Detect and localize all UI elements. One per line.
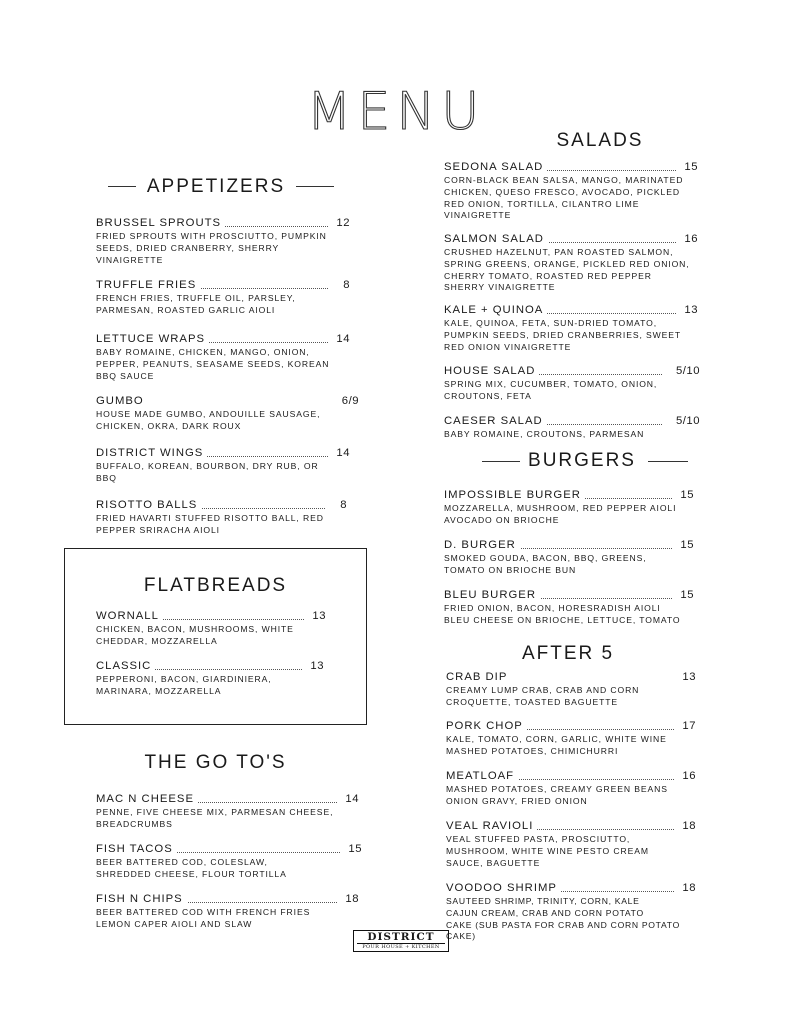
item-name: SEDONA SALAD	[444, 160, 547, 174]
menu-item-voodoo-shrimp	[446, 881, 696, 943]
item-description: MOZZARELLA, MUSHROOM, RED PEPPER AIOLI AVOCADO ON BRIOCHE	[444, 503, 677, 525]
district-logo	[353, 930, 449, 952]
item-name: SALMON SALAD	[444, 232, 548, 246]
menu-item-house-salad	[444, 364, 700, 403]
item-description: SAUTEED SHRIMP, TRINITY, CORN, KALE CAJUN CREAM, CRAB AND CORN POTATO CAKE (SUB PASTA FOR CRAB AND CORN POTATO CAKE)	[446, 896, 680, 942]
item-price: 15	[680, 160, 698, 174]
item-name: VEAL RAVIOLI	[446, 819, 537, 833]
menu-item-fish-tacos	[96, 842, 362, 881]
item-price: 18	[678, 819, 696, 833]
item-price: 15	[676, 488, 694, 502]
item-description: BABY ROMAINE, CHICKEN, MANGO, ONION, PEPPER, PEANUTS, SEASAME SEEDS, KOREAN BBQ SAUCE	[96, 347, 330, 381]
item-name: CRAB DIP	[446, 670, 511, 684]
appetizers-heading: APPETIZERS	[146, 176, 286, 197]
item-name: RISOTTO BALLS	[96, 498, 201, 512]
item-name: MEATLOAF	[446, 769, 518, 783]
item-description: PENNE, FIVE CHEESE MIX, PARMESAN CHEESE, BREADCRUMBS	[96, 807, 334, 829]
item-name: WORNALL	[96, 609, 163, 623]
menu-item-meatloaf	[446, 769, 696, 808]
menu-item-sedona-salad	[444, 160, 698, 222]
item-description: BEER BATTERED COD, COLESLAW, SHREDDED CHEESE, FLOUR TORTILLA	[96, 857, 287, 879]
item-description: SPRING MIX, CUCUMBER, TOMATO, ONION, CROUTONS, FETA	[444, 379, 658, 401]
item-description: CRUSHED HAZELNUT, PAN ROASTED SALMON, SPRING GREENS, ORANGE, PICKLED RED ONION, CHERRY TOMATO, ROASTED RED PEPPER SHERRY VINAIGRETTE	[444, 247, 690, 293]
logo-tagline: POUR HOUSE + KITCHEN	[357, 943, 445, 951]
item-price: 15	[676, 538, 694, 552]
item-name: IMPOSSIBLE BURGER	[444, 488, 585, 502]
item-description: PEPPERONI, BACON, GIARDINIERA, MARINARA, MOZZARELLA	[96, 674, 272, 696]
item-price: 14	[332, 332, 350, 346]
item-price: 18	[678, 881, 696, 895]
menu-item-crab-dip	[446, 670, 696, 709]
menu-item-classic	[96, 659, 324, 698]
item-price: 15	[344, 842, 362, 856]
item-price: 8	[336, 498, 347, 512]
item-price: 5/10	[672, 364, 700, 378]
item-price: 14	[332, 446, 350, 460]
menu-item-district-wings	[96, 446, 350, 485]
item-name: HOUSE SALAD	[444, 364, 539, 378]
item-name: PORK CHOP	[446, 719, 527, 733]
item-description: SMOKED GOUDA, BACON, BBQ, GREENS, TOMATO ON BRIOCHE BUN	[444, 553, 647, 575]
after5-heading: AFTER 5	[521, 643, 615, 664]
item-price: 16	[678, 769, 696, 783]
item-price: 13	[680, 303, 698, 317]
item-price: 17	[678, 719, 696, 733]
item-description: CREAMY LUMP CRAB, CRAB AND CORN CROQUETTE, TOASTED BAGUETTE	[446, 685, 640, 707]
menu-item-brussel-sprouts	[96, 216, 350, 266]
menu-item-caeser-salad	[444, 414, 700, 441]
item-price: 16	[680, 232, 698, 246]
menu-item-salmon-salad	[444, 232, 698, 294]
item-description: VEAL STUFFED PASTA, PROSCIUTTO, MUSHROOM, WHITE WINE PESTO CREAM SAUCE, BAGUETTE	[446, 834, 649, 868]
item-name: FISH N CHIPS	[96, 892, 187, 906]
salads-heading: SALADS	[556, 130, 644, 151]
item-name: MAC N CHEESE	[96, 792, 198, 806]
item-description: BEER BATTERED COD WITH FRENCH FRIES LEMON CAPER AIOLI AND SLAW	[96, 907, 311, 929]
burgers-rule-right	[648, 461, 688, 462]
item-price: 13	[308, 609, 326, 623]
menu-item-fish-n-chips	[96, 892, 359, 931]
item-description: BUFFALO, KOREAN, BOURBON, DRY RUB, OR BBQ	[96, 461, 319, 483]
logo-wordmark: DISTRICT	[367, 931, 435, 943]
item-price: 15	[676, 588, 694, 602]
menu-item-lettuce-wraps	[96, 332, 350, 382]
appetizers-rule-right	[296, 186, 334, 187]
item-price: 5/10	[672, 414, 700, 428]
item-name: LETTUCE WRAPS	[96, 332, 209, 346]
item-name: CLASSIC	[96, 659, 155, 673]
item-name: BLEU BURGER	[444, 588, 540, 602]
item-price: 8	[339, 278, 350, 292]
menu-item-pork-chop	[446, 719, 696, 758]
item-description: FRENCH FRIES, TRUFFLE OIL, PARSLEY, PARMESAN, ROASTED GARLIC AIOLI	[96, 293, 296, 315]
item-name: D. BURGER	[444, 538, 520, 552]
item-name: CAESER SALAD	[444, 414, 547, 428]
item-name: KALE + QUINOA	[444, 303, 547, 317]
item-description: HOUSE MADE GUMBO, ANDOUILLE SAUSAGE, CHICKEN, OKRA, DARK ROUX	[96, 409, 321, 431]
page-title: MENU	[306, 82, 486, 142]
item-name: TRUFFLE FRIES	[96, 278, 200, 292]
burgers-rule-left	[482, 461, 520, 462]
item-price: 18	[341, 892, 359, 906]
menu-item-risotto-balls	[96, 498, 347, 537]
item-price: 12	[332, 216, 350, 230]
flatbreads-heading: FLATBREADS	[143, 575, 288, 596]
menu-item-gumbo	[96, 394, 359, 433]
item-name: GUMBO	[96, 394, 148, 408]
menu-item-kale-quinoa	[444, 303, 698, 353]
item-description: FRIED HAVARTI STUFFED RISOTTO BALL, RED PEPPER SRIRACHA AIOLI	[96, 513, 324, 535]
menu-item-bleu-burger	[444, 588, 694, 627]
item-description: FRIED ONION, BACON, HORESRADISH AIOLI BLEU CHEESE ON BRIOCHE, LETTUCE, TOMATO	[444, 603, 681, 625]
item-name: VOODOO SHRIMP	[446, 881, 561, 895]
item-description: BABY ROMAINE, CROUTONS, PARMESAN	[444, 429, 645, 439]
item-description: FRIED SPROUTS WITH PROSCIUTTO, PUMPKIN SEEDS, DRIED CRANBERRY, SHERRY VINAIGRETTE	[96, 231, 327, 265]
item-description: KALE, TOMATO, CORN, GARLIC, WHITE WINE MASHED POTATOES, CHIMICHURRI	[446, 734, 667, 756]
menu-item-impossible-burger	[444, 488, 694, 527]
gotos-heading: THE GO TO'S	[144, 752, 287, 773]
menu-item-d-burger	[444, 538, 694, 577]
item-price: 13	[306, 659, 324, 673]
menu-item-wornall	[96, 609, 326, 648]
item-description: MASHED POTATOES, CREAMY GREEN BEANS ONION GRAVY, FRIED ONION	[446, 784, 668, 806]
menu-item-mac-n-cheese	[96, 792, 359, 831]
menu-item-truffle-fries	[96, 278, 350, 317]
item-name: FISH TACOS	[96, 842, 177, 856]
item-price: 6/9	[338, 394, 359, 408]
menu-item-veal-ravioli	[446, 819, 696, 869]
item-price: 14	[341, 792, 359, 806]
item-description: KALE, QUINOA, FETA, SUN-DRIED TOMATO, PUMPKIN SEEDS, DRIED CRANBERRIES, SWEET RED ONION VINAIGRETTE	[444, 318, 682, 352]
item-name: BRUSSEL SPROUTS	[96, 216, 225, 230]
item-description: CHICKEN, BACON, MUSHROOMS, WHITE CHEDDAR, MOZZARELLA	[96, 624, 294, 646]
item-name: DISTRICT WINGS	[96, 446, 207, 460]
appetizers-rule-left	[108, 186, 136, 187]
item-price: 13	[678, 670, 696, 684]
item-description: CORN-BLACK BEAN SALSA, MANGO, MARINATED CHICKEN, QUESO FRESCO, AVOCADO, PICKLED RED ONION, TORTILLA, CILANTRO LIME VINAIGRETTE	[444, 175, 684, 221]
burgers-heading: BURGERS	[528, 450, 636, 471]
